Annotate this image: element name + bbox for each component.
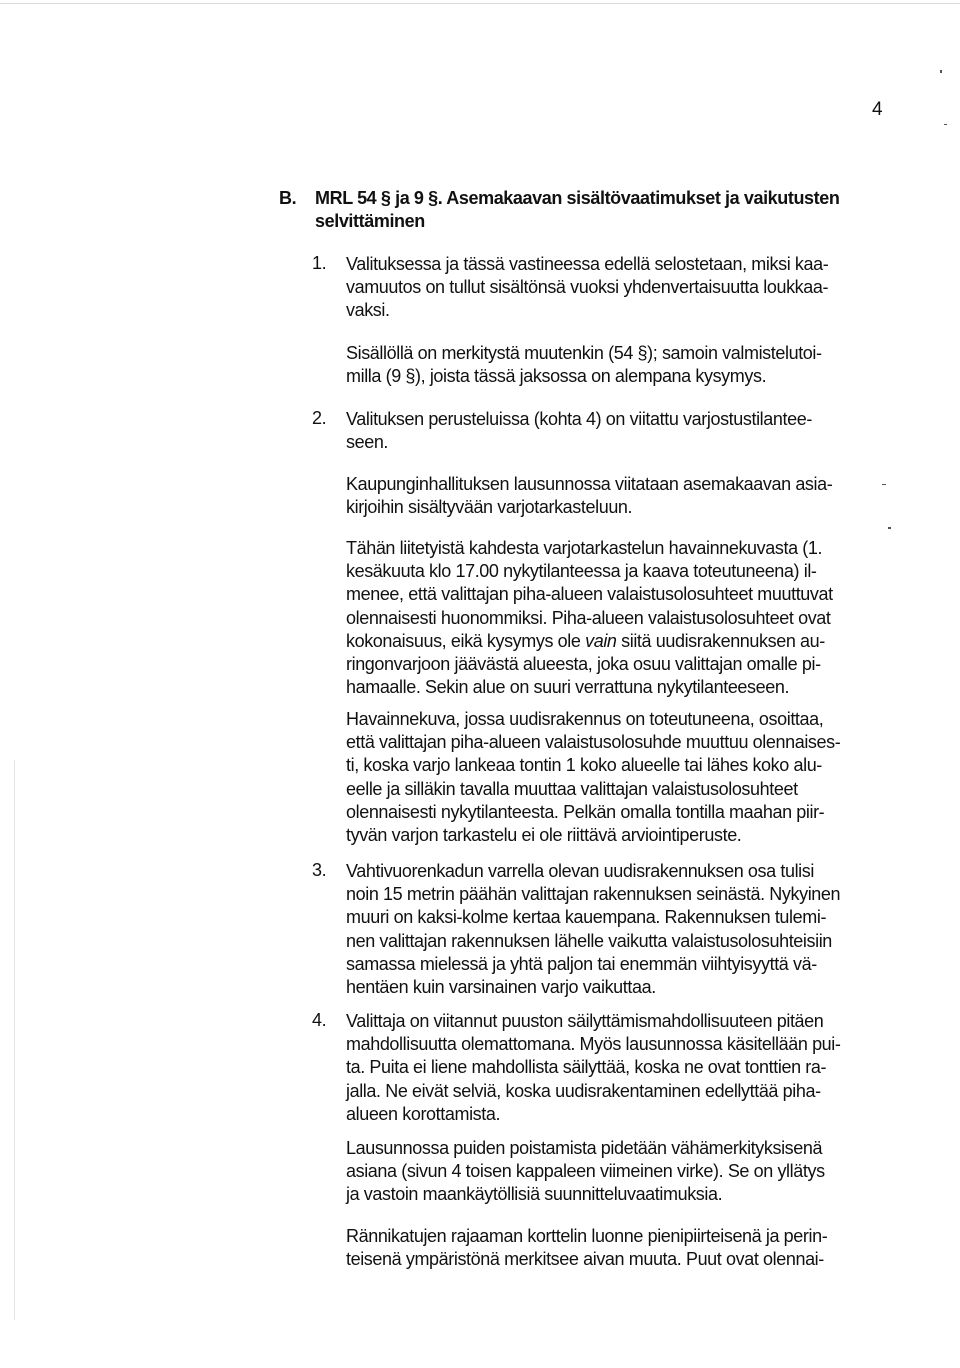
section-heading — [279, 187, 889, 233]
paragraph: Lausunnossa puiden poistamista pidetään vähämerkityksisenä asiana (sivun 4 toisen kappaleen viimeinen virke). Se on yllätys ja vastoin maankäytöllisiä suunnitteluvaatimuksia. — [346, 1138, 825, 1205]
paragraph — [346, 537, 891, 699]
paragraph: Valituksen perusteluissa (kohta 4) on viitattu varjostustilantee- seen. — [346, 409, 812, 453]
list-item-number: 1. — [312, 253, 327, 273]
paragraph: Valittaja on viitannut puuston säilyttämismahdollisuuteen pitäen mahdollisuutta olemattomana. Myös lausunnossa käsitellään pui- ta. Puita ei liene mahdollista säilyttää, koska ne ovat tonttien ra- jalla. Ne eivät selviä, koska uudisrakentaminen edellyttää piha- alueen korottamista. — [346, 1011, 841, 1124]
scan-margin-line — [14, 760, 15, 1320]
scan-speck — [888, 527, 891, 529]
page-number: 4 — [872, 99, 883, 120]
paragraph: Rännikatujen rajaaman korttelin luonne pienipiirteisenä ja perin- teisenä ympäristönä merkitsee aivan muuta. Puut ovat olennai- — [346, 1226, 828, 1270]
paragraph-text: siitä uudisrakennuksen au- ringonvarjoon jäävästä alueesta, joka osuu valittajan omalle pi- hamaalle. Sekin alue on suuri verrattuna nykytilanteeseen. — [346, 630, 825, 698]
scan-speck — [944, 124, 947, 125]
paragraph: Kaupunginhallituksen lausunnossa viitataan asemakaavan asia- kirjoihin sisältyvään varjotarkasteluun. — [346, 474, 833, 518]
paragraph: Havainnekuva, jossa uudisrakennus on toteutuneena, osoittaa, että valittajan piha-alueen valaistusolosuhde muuttuu olennaises- ti, koska varjo lankeaa tontin 1 koko alueelle tai lähes koko alu- eelle ja silläkin tavalla muuttaa valittajan valaistusolosuhteet olennaisesti nykytilanteesta. Pelkän omalla tontilla maahan piir- tyvän varjon tarkastelu ei ole riittävä arviointiperuste. — [346, 709, 841, 846]
paragraph: Sisällöllä on merkitystä muutenkin (54 §); samoin valmistelutoi- milla (9 §), joista tässä jaksossa on alempana kysymys. — [346, 343, 822, 387]
scan-speck — [940, 70, 942, 73]
list-item-number: 3. — [312, 860, 327, 880]
list-item-number: 4. — [312, 1010, 327, 1030]
paragraph-text: Tähän liitetyistä kahdesta varjotarkastelun havainnekuvasta (1. kesäkuuta klo 17.00 nykytilanteessa ja kaava toteutuneena) il- menee, että valittajan piha-alueen valaistusolosuhteet muuttuvat olennaisesti huonommiksi. Piha-alueen valaistusolosuhteet ovat kokonaisuus, eikä kysymys ole — [346, 538, 833, 651]
section-title: MRL 54 § ja 9 §. Asemakaavan sisältövaatimukset ja vaikutusten selvittäminen — [315, 188, 840, 231]
section-letter: B. — [279, 188, 297, 208]
emphasized-word: vain — [585, 630, 617, 651]
paragraph: Valituksessa ja tässä vastineessa edellä selostetaan, miksi kaa- vamuutos on tullut sisältönsä vuoksi yhdenvertaisuutta loukkaa- vaksi. — [346, 254, 829, 321]
scan-edge-line — [0, 3, 960, 4]
list-item-number: 2. — [312, 408, 327, 428]
paragraph: Vahtivuorenkadun varrella olevan uudisrakennuksen osa tulisi noin 15 metrin päähän valittajan rakennuksen seinästä. Nykyinen muuri on kaksi-kolme kertaa kauempana. Rakennuksen tulemi- nen valittajan rakennuksen lähelle vaikutta valaistusolosuhteisiin samassa mielessä ja yhtä paljon tai enemmän viihtyisyyttä vä- hentäen kuin varsinainen varjo vaikuttaa. — [346, 861, 841, 998]
